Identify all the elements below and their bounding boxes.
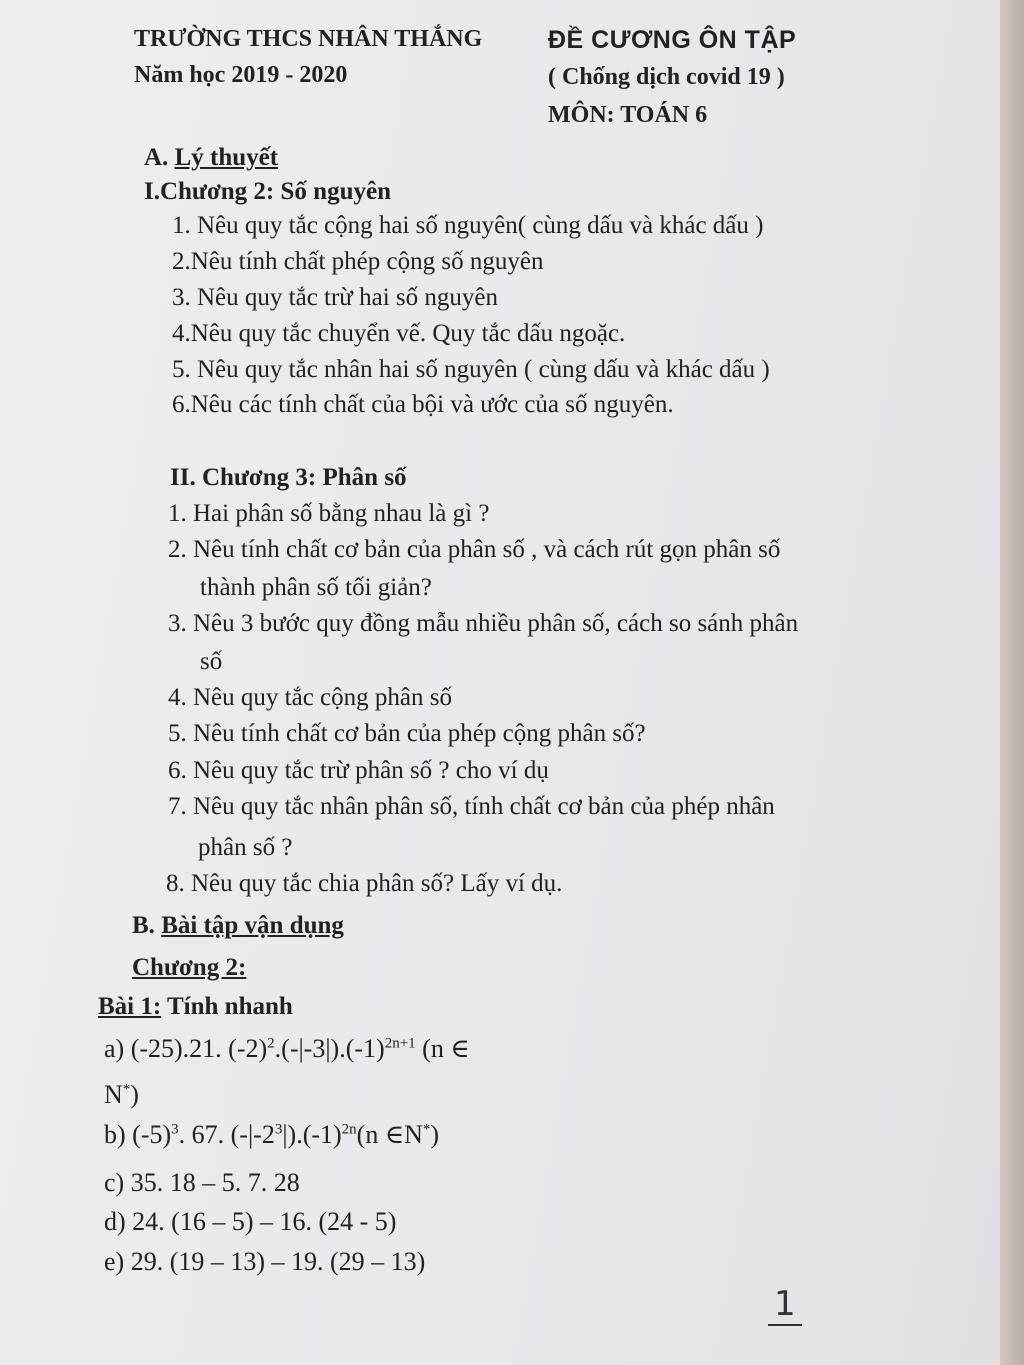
exercise-d: d) 24. (16 – 5) – 16. (24 - 5): [104, 1207, 397, 1236]
chapter-3-heading: II. Chương 3: Phân số: [170, 464, 407, 491]
list-item-continuation: thành phân số tối giản?: [200, 574, 432, 601]
list-item: 5. Nêu quy tắc nhân hai số nguyên ( cùng dấu và khác dấu ): [172, 356, 770, 383]
exercise-a-continuation: [104, 1080, 139, 1110]
exercise-b-part: |).(-1): [282, 1120, 342, 1149]
list-item: 3. Nêu quy tắc trừ hai số nguyên: [172, 284, 498, 311]
exercise-b-part: . 67. (-|-2: [178, 1120, 275, 1149]
exponent: *: [422, 1121, 431, 1138]
list-item: 6.Nêu các tính chất của bội và ước của số nguyên.: [172, 391, 674, 418]
list-item: 7. Nêu quy tắc nhân phân số, tính chất cơ bản của phép nhân: [168, 793, 775, 820]
school-year: Năm học 2019 - 2020: [134, 62, 348, 88]
list-item: 8. Nêu quy tắc chia phân số? Lấy ví dụ.: [166, 870, 563, 897]
list-item: 6. Nêu quy tắc trừ phân số ? cho ví dụ: [168, 757, 549, 784]
list-item: 4.Nêu quy tắc chuyển vế. Quy tắc dấu ngoặc.: [172, 320, 626, 347]
part-b-heading: [132, 912, 344, 940]
exponent: 3: [274, 1121, 283, 1138]
exercise-b-part: b) (-5): [104, 1120, 172, 1149]
list-item: 1. Hai phân số bằng nhau là gì ?: [168, 500, 490, 527]
exercise-1-label: Bài 1:: [98, 993, 162, 1020]
school-name: TRƯỜNG THCS NHÂN THẮNG: [134, 26, 483, 52]
page-number: 1: [774, 1284, 796, 1324]
list-item: 1. Nêu quy tắc cộng hai số nguyên( cùng dấu và khác dấu ): [172, 212, 764, 239]
document-title: ĐỀ CƯƠNG ÔN TẬP: [548, 26, 797, 54]
list-item-continuation: số: [200, 648, 223, 675]
exercise-b: [104, 1120, 439, 1150]
part-a-prefix: A.: [144, 144, 169, 171]
chapter-2-heading: I.Chương 2: Số nguyên: [144, 178, 391, 205]
exercise-a: [104, 1034, 470, 1064]
page-number-underline: [768, 1324, 802, 1326]
list-item-continuation: phân số ?: [198, 834, 293, 861]
background-edge: [1000, 0, 1024, 1365]
subject: MÔN: TOÁN 6: [548, 102, 708, 128]
exercise-c: c) 35. 18 – 5. 7. 28: [104, 1168, 300, 1197]
set-symbol: N: [104, 1080, 123, 1109]
list-item: 3. Nêu 3 bước quy đồng mẫu nhiều phân số, cách so sánh phân: [168, 610, 799, 637]
exercise-a-part: .(-|-3|).(-1): [274, 1034, 385, 1063]
part-a-title: Lý thuyết: [174, 144, 279, 171]
exercise-a-part: a) (-25).21. (-2): [104, 1034, 268, 1063]
exercise-chapter-heading: Chương 2:: [132, 954, 247, 981]
exponent: 3: [171, 1121, 179, 1138]
exponent: 2: [267, 1035, 275, 1052]
exercise-a-part: (n ∈: [415, 1034, 470, 1063]
document-subtitle: ( Chống dịch covid 19 ): [548, 64, 785, 90]
exponent: 2n+1: [384, 1035, 416, 1052]
exercise-1-title: Tính nhanh: [161, 993, 293, 1020]
part-b-title: Bài tập vận dụng: [161, 912, 344, 939]
exercise-b-part: (n ∈N: [356, 1120, 423, 1149]
list-item: 2.Nêu tính chất phép cộng số nguyên: [172, 248, 544, 275]
list-item: 5. Nêu tính chất cơ bản của phép cộng phân số?: [168, 720, 646, 747]
exponent: *: [122, 1081, 131, 1098]
exponent: 2n: [341, 1121, 357, 1138]
list-item: 2. Nêu tính chất cơ bản của phân số , và cách rút gọn phân số: [168, 536, 781, 563]
part-b-prefix: B.: [132, 912, 155, 939]
list-item: 4. Nêu quy tắc cộng phân số: [168, 684, 452, 711]
part-a-heading: [144, 144, 278, 172]
exercise-b-part: ): [430, 1120, 440, 1149]
exercise-1-heading: [98, 993, 293, 1021]
exercise-e: e) 29. (19 – 13) – 19. (29 – 13): [104, 1247, 426, 1276]
exercise-a-part: ): [130, 1080, 139, 1109]
